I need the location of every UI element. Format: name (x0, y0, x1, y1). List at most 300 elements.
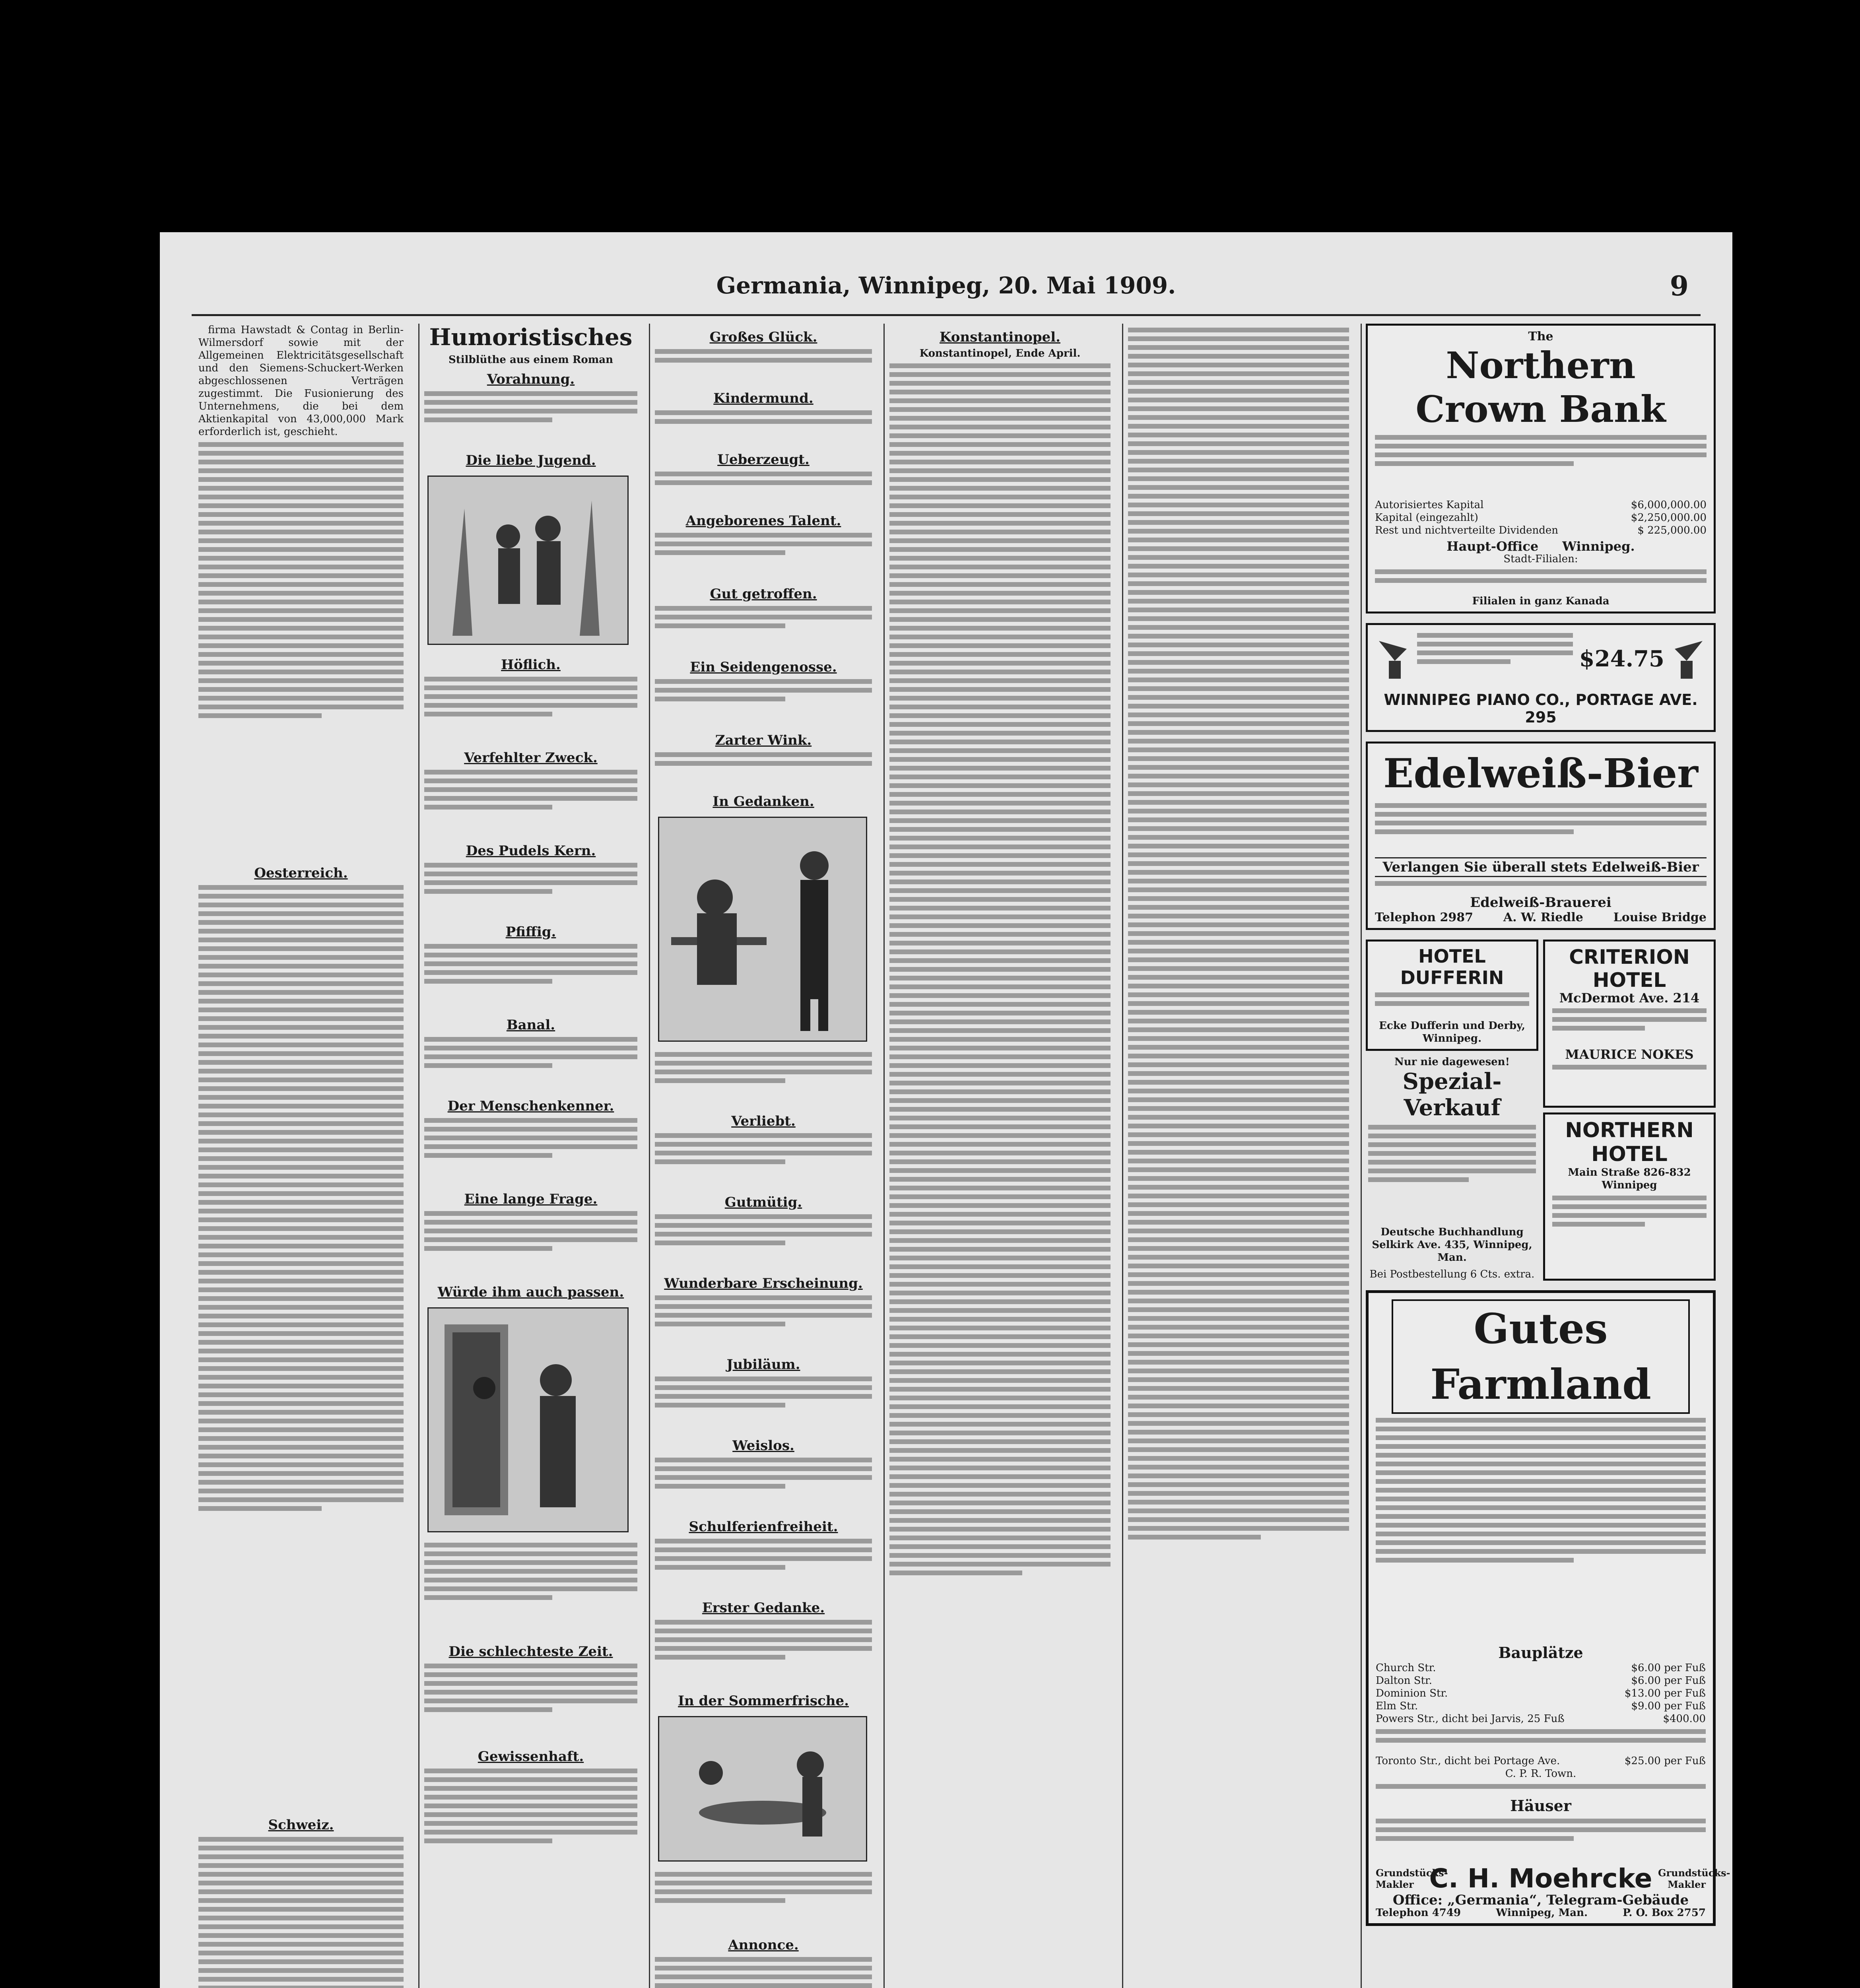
text-line (889, 433, 1111, 438)
text-line (424, 1560, 637, 1565)
text-line (424, 409, 637, 414)
text-line (655, 752, 872, 757)
text-line (198, 1322, 404, 1327)
text-line (1128, 1115, 1349, 1120)
lot-price: $6.00 per Fuß (1631, 1675, 1706, 1687)
text-line (1376, 1549, 1706, 1554)
text-line (889, 1448, 1111, 1453)
text-line (1128, 1167, 1349, 1172)
text-line (424, 979, 552, 984)
text-line (198, 1959, 404, 1964)
text-line (1128, 468, 1349, 472)
text-line (889, 1159, 1111, 1164)
text-line (889, 451, 1111, 456)
text-line (655, 1983, 872, 1988)
text-line (198, 1462, 404, 1467)
edelweiss-slogan: Verlangen Sie überall stets Edelweiß-Bier (1375, 857, 1707, 877)
cartoon-summer-table (658, 1716, 867, 1862)
text-line (1128, 1290, 1349, 1295)
bank-name: Northern Crown Bank (1415, 344, 1666, 431)
text-line (1128, 1097, 1349, 1102)
text-line (198, 643, 404, 648)
text-line (1128, 870, 1349, 875)
text-line (889, 1133, 1111, 1138)
text-line (424, 1229, 637, 1233)
text-line (889, 967, 1111, 972)
text-line (1552, 1196, 1707, 1200)
text-line (1128, 949, 1349, 953)
text-line (889, 871, 1111, 876)
text-line (889, 1212, 1111, 1217)
haeuser-text (1376, 1819, 1706, 1858)
lot-street: Church Str. (1376, 1662, 1436, 1674)
text-line (198, 1287, 404, 1292)
text-line (889, 1466, 1111, 1470)
text-line (198, 973, 404, 977)
text-line (655, 419, 872, 424)
text-line (1552, 1008, 1707, 1013)
agent-contact-row (1376, 1906, 1706, 1919)
bank-capital-row (1375, 524, 1707, 537)
text-line (198, 1854, 404, 1859)
text-line (1128, 529, 1349, 534)
col1-body-text (198, 442, 404, 860)
text-line (889, 1063, 1111, 1068)
text-line (1375, 821, 1707, 825)
text-line (1128, 1307, 1349, 1312)
text-line (1128, 1386, 1349, 1391)
humor-text (424, 391, 637, 447)
humor-text (655, 1133, 872, 1189)
text-line (1368, 1160, 1536, 1165)
text-line (1128, 879, 1349, 883)
text-line (198, 1121, 404, 1126)
text-line (198, 894, 404, 899)
text-line (424, 961, 637, 966)
text-line (889, 1142, 1111, 1147)
text-line (1128, 678, 1349, 682)
text-line (424, 1707, 552, 1712)
text-line (198, 582, 404, 587)
text-line (1128, 721, 1349, 726)
text-line (1128, 354, 1349, 359)
text-line (889, 600, 1111, 604)
text-line (198, 1130, 404, 1135)
text-line (889, 495, 1111, 499)
text-line (889, 1028, 1111, 1033)
text-line (1376, 1462, 1706, 1466)
humor-section-title: Humoristisches (429, 324, 633, 351)
text-line (1128, 538, 1349, 542)
text-line (1128, 695, 1349, 700)
text-line (655, 606, 872, 611)
text-line (198, 1147, 404, 1152)
text-line (424, 889, 552, 894)
text-line (889, 1518, 1111, 1523)
humor-item-title: Banal. (506, 1017, 555, 1033)
text-line (889, 1317, 1111, 1322)
lot-price: $25.00 per Fuß (1624, 1755, 1706, 1767)
text-line (198, 1366, 404, 1371)
column-1 (194, 324, 408, 1988)
text-line (1128, 817, 1349, 822)
humor-item-title: Höflich. (501, 657, 561, 673)
text-line (889, 1431, 1111, 1435)
text-line (1128, 1369, 1349, 1373)
text-line (424, 863, 637, 868)
text-line (1128, 345, 1349, 350)
text-line (889, 363, 1111, 368)
text-line (889, 818, 1111, 823)
text-line (1128, 363, 1349, 367)
text-line (655, 623, 785, 628)
text-line (198, 635, 404, 639)
text-line (1128, 1264, 1349, 1268)
text-line (1375, 569, 1707, 574)
text-line (889, 1282, 1111, 1287)
text-line (198, 1942, 404, 1947)
text-line (889, 845, 1111, 849)
text-line (424, 1672, 637, 1677)
humor-item-title: Ueberzeugt. (717, 452, 810, 468)
text-line (889, 1378, 1111, 1383)
text-line (889, 862, 1111, 867)
ad-hotel-dufferin (1366, 940, 1538, 1051)
text-line (889, 1221, 1111, 1225)
text-line (655, 615, 872, 619)
text-line (1128, 328, 1349, 332)
humor-text (655, 752, 872, 788)
text-line (198, 1837, 404, 1842)
text-line (889, 1492, 1111, 1497)
ad-northern-crown-bank (1366, 324, 1716, 613)
text-line (1376, 1479, 1706, 1484)
text-line (198, 999, 404, 1004)
text-line (889, 398, 1111, 403)
text-line (198, 565, 404, 569)
text-line (889, 1002, 1111, 1007)
text-line (198, 1270, 404, 1275)
haeuser-head: Häuser (1510, 1797, 1571, 1815)
humor-text (655, 1214, 872, 1270)
text-line (1128, 914, 1349, 918)
text-line (424, 1220, 637, 1225)
ad-spezial-verkauf (1366, 1056, 1538, 1281)
humor-item-title: Eine lange Frage. (464, 1191, 598, 1207)
text-line (424, 1786, 637, 1791)
text-line (1128, 1325, 1349, 1330)
text-line (889, 740, 1111, 744)
text-line (889, 1334, 1111, 1339)
text-line (1128, 957, 1349, 962)
text-line (889, 1553, 1111, 1558)
text-line (198, 1305, 404, 1310)
text-line (889, 381, 1111, 386)
text-line (889, 390, 1111, 394)
text-line (1128, 564, 1349, 569)
text-line (655, 1655, 785, 1660)
text-line (1128, 1229, 1349, 1233)
text-line (889, 1483, 1111, 1488)
text-line (1552, 1017, 1707, 1022)
text-line (889, 993, 1111, 998)
text-line (889, 1527, 1111, 1532)
text-line (1128, 546, 1349, 551)
text-line (1368, 1177, 1469, 1182)
text-line (1375, 829, 1574, 834)
text-line (889, 1151, 1111, 1155)
text-line (1128, 1517, 1349, 1522)
text-line (655, 1313, 872, 1318)
text-line (198, 1034, 404, 1039)
text-line (1376, 1470, 1706, 1475)
text-line (889, 1396, 1111, 1400)
text-line (1128, 791, 1349, 796)
text-line (889, 442, 1111, 447)
text-line (1375, 452, 1707, 457)
text-line (424, 1054, 637, 1059)
text-line (889, 713, 1111, 718)
text-line (198, 1191, 404, 1196)
text-line (1128, 520, 1349, 525)
text-line (198, 1907, 404, 1912)
text-line (889, 661, 1111, 666)
edelweiss-owner: A. W. Riedle (1503, 911, 1583, 924)
lot-price: $9.00 per Fuß (1631, 1700, 1706, 1712)
text-line (1376, 1836, 1574, 1841)
text-line (424, 1699, 637, 1703)
text-line (198, 1445, 404, 1450)
text-line (889, 556, 1111, 561)
text-line (889, 1229, 1111, 1234)
lot-price: $13.00 per Fuß (1624, 1687, 1706, 1699)
text-line (198, 1471, 404, 1476)
humor-text (424, 1037, 637, 1093)
text-line (1368, 1169, 1536, 1173)
bank-row-value: $6,000,000.00 (1631, 499, 1707, 511)
spezial-line: Nur nie dagewesen! (1394, 1056, 1510, 1068)
ad-winnipeg-piano (1366, 623, 1716, 732)
agent-name: C. H. Moehrcke (1429, 1863, 1652, 1894)
humor-text (655, 679, 872, 727)
text-line (424, 1769, 637, 1773)
text-line (889, 1501, 1111, 1505)
text-line (655, 1974, 872, 1979)
text-line (889, 372, 1111, 377)
text-line (424, 880, 637, 885)
text-line (889, 1019, 1111, 1024)
text-line (424, 796, 637, 801)
header-rule (192, 314, 1701, 316)
text-line (655, 1394, 872, 1399)
text-line (424, 944, 637, 949)
text-line (198, 1436, 404, 1441)
text-line (198, 687, 404, 692)
col1-oesterreich-text (198, 885, 404, 1811)
text-line (655, 533, 872, 538)
humor-item-title: Ein Seidengenosse. (690, 659, 837, 675)
bauplaetze-head: Bauplätze (1498, 1644, 1583, 1662)
text-line (198, 1986, 404, 1988)
humor-item-title: Weislos. (732, 1438, 794, 1454)
text-line (889, 1308, 1111, 1313)
text-line (424, 1211, 637, 1216)
ads-left-stack (1366, 940, 1538, 1281)
text-line (889, 460, 1111, 464)
text-line (1128, 1535, 1261, 1540)
text-line (1128, 1360, 1349, 1365)
humor-item-title: Pfiffig. (505, 924, 556, 940)
text-line (889, 1413, 1111, 1418)
text-line (655, 480, 872, 485)
text-line (1128, 922, 1349, 927)
text-line (198, 1279, 404, 1283)
text-line (198, 591, 404, 596)
text-line (655, 1322, 785, 1326)
text-line (889, 827, 1111, 832)
text-line (198, 547, 404, 552)
text-line (889, 1098, 1111, 1103)
text-line (889, 1273, 1111, 1278)
text-line (1376, 1729, 1706, 1734)
text-line (424, 970, 637, 975)
text-line (1128, 433, 1349, 437)
text-line (1128, 625, 1349, 630)
text-line (198, 1977, 404, 1982)
text-line (655, 358, 872, 363)
text-line (655, 1214, 872, 1219)
masthead (160, 268, 1732, 316)
text-line (1128, 1010, 1349, 1015)
humor-item-title: Schulferienfreiheit. (689, 1519, 838, 1535)
criterion-body (1552, 1008, 1707, 1046)
humor-item-title: Der Menschenkenner. (447, 1098, 614, 1114)
humor-item-title: In der Sommerfrische. (678, 1693, 849, 1709)
text-line (198, 885, 404, 890)
text-line (889, 941, 1111, 945)
text-line (889, 1536, 1111, 1540)
text-line (1128, 1237, 1349, 1242)
text-line (424, 1063, 552, 1068)
text-line (424, 703, 637, 708)
text-line (424, 400, 637, 405)
text-line (655, 1556, 872, 1561)
text-line (1128, 1176, 1349, 1181)
text-line (424, 1812, 637, 1817)
text-line (1128, 1194, 1349, 1198)
text-line (655, 1889, 872, 1894)
humor-item-title: Verfehlter Zweck. (464, 750, 598, 766)
edelweiss-location: Louise Bridge (1613, 911, 1707, 924)
text-line (1552, 1065, 1707, 1070)
text-line (1128, 992, 1349, 997)
text-line (889, 1369, 1111, 1374)
spezial-address: Selkirk Ave. 435, Winnipeg, Man. (1372, 1239, 1532, 1264)
text-line (198, 1427, 404, 1432)
text-line (889, 1264, 1111, 1269)
text-line (198, 929, 404, 934)
lot-extra-text (1376, 1729, 1706, 1755)
text-line (1128, 1211, 1349, 1216)
text-line (424, 1664, 637, 1668)
text-line (889, 468, 1111, 473)
text-line (1128, 1272, 1349, 1277)
humor-text (655, 1620, 872, 1687)
text-line (889, 958, 1111, 963)
text-line (198, 1182, 404, 1187)
criterion-note (1552, 1065, 1707, 1077)
text-line (889, 984, 1111, 989)
humor-text (424, 1769, 637, 1888)
text-line (1375, 881, 1707, 886)
text-line (889, 722, 1111, 727)
text-line (424, 1821, 637, 1826)
text-line (889, 1256, 1111, 1260)
text-line (198, 1401, 404, 1406)
text-line (198, 1252, 404, 1257)
text-line (198, 486, 404, 491)
text-line (889, 879, 1111, 884)
text-line (655, 1052, 872, 1057)
text-line (1375, 444, 1707, 448)
text-line (198, 1454, 404, 1458)
text-line (1376, 1435, 1706, 1440)
text-line (889, 1509, 1111, 1514)
text-line (889, 1072, 1111, 1077)
text-line (198, 938, 404, 942)
text-line (1128, 389, 1349, 394)
text-line (1128, 712, 1349, 717)
lot-street: Elm Str. (1376, 1700, 1418, 1712)
piano-body-text (1417, 629, 1573, 689)
northern-hotel-body (1552, 1196, 1707, 1247)
text-line (1375, 578, 1707, 583)
text-line (198, 1025, 404, 1030)
text-line (1128, 1456, 1349, 1461)
text-line (889, 1203, 1111, 1208)
text-line (889, 923, 1111, 928)
text-line (889, 836, 1111, 841)
text-line (1128, 896, 1349, 901)
text-line (889, 748, 1111, 753)
lot-row (1376, 1674, 1706, 1687)
text-line (198, 512, 404, 517)
text-line (424, 1839, 552, 1843)
text-line (1128, 415, 1349, 420)
lot-row (1376, 1700, 1706, 1712)
text-line (655, 1385, 872, 1390)
text-line (889, 783, 1111, 788)
text-line (1128, 406, 1349, 411)
northern-hotel-address: Main Straße 826-832 (1568, 1167, 1691, 1178)
text-line (1128, 1036, 1349, 1041)
text-line (424, 1237, 637, 1242)
text-line (1128, 476, 1349, 481)
text-line (1128, 1185, 1349, 1190)
humor-text (424, 1543, 637, 1638)
text-line (889, 687, 1111, 692)
text-line (198, 1156, 404, 1161)
lot-row (1376, 1755, 1706, 1767)
humor-text (655, 1539, 872, 1594)
text-line (889, 1186, 1111, 1190)
text-line (889, 1089, 1111, 1094)
text-line (655, 1232, 872, 1237)
text-line (198, 713, 322, 718)
ad-criterion-hotel (1543, 940, 1716, 1108)
text-line (1376, 1444, 1706, 1449)
text-line (889, 530, 1111, 534)
